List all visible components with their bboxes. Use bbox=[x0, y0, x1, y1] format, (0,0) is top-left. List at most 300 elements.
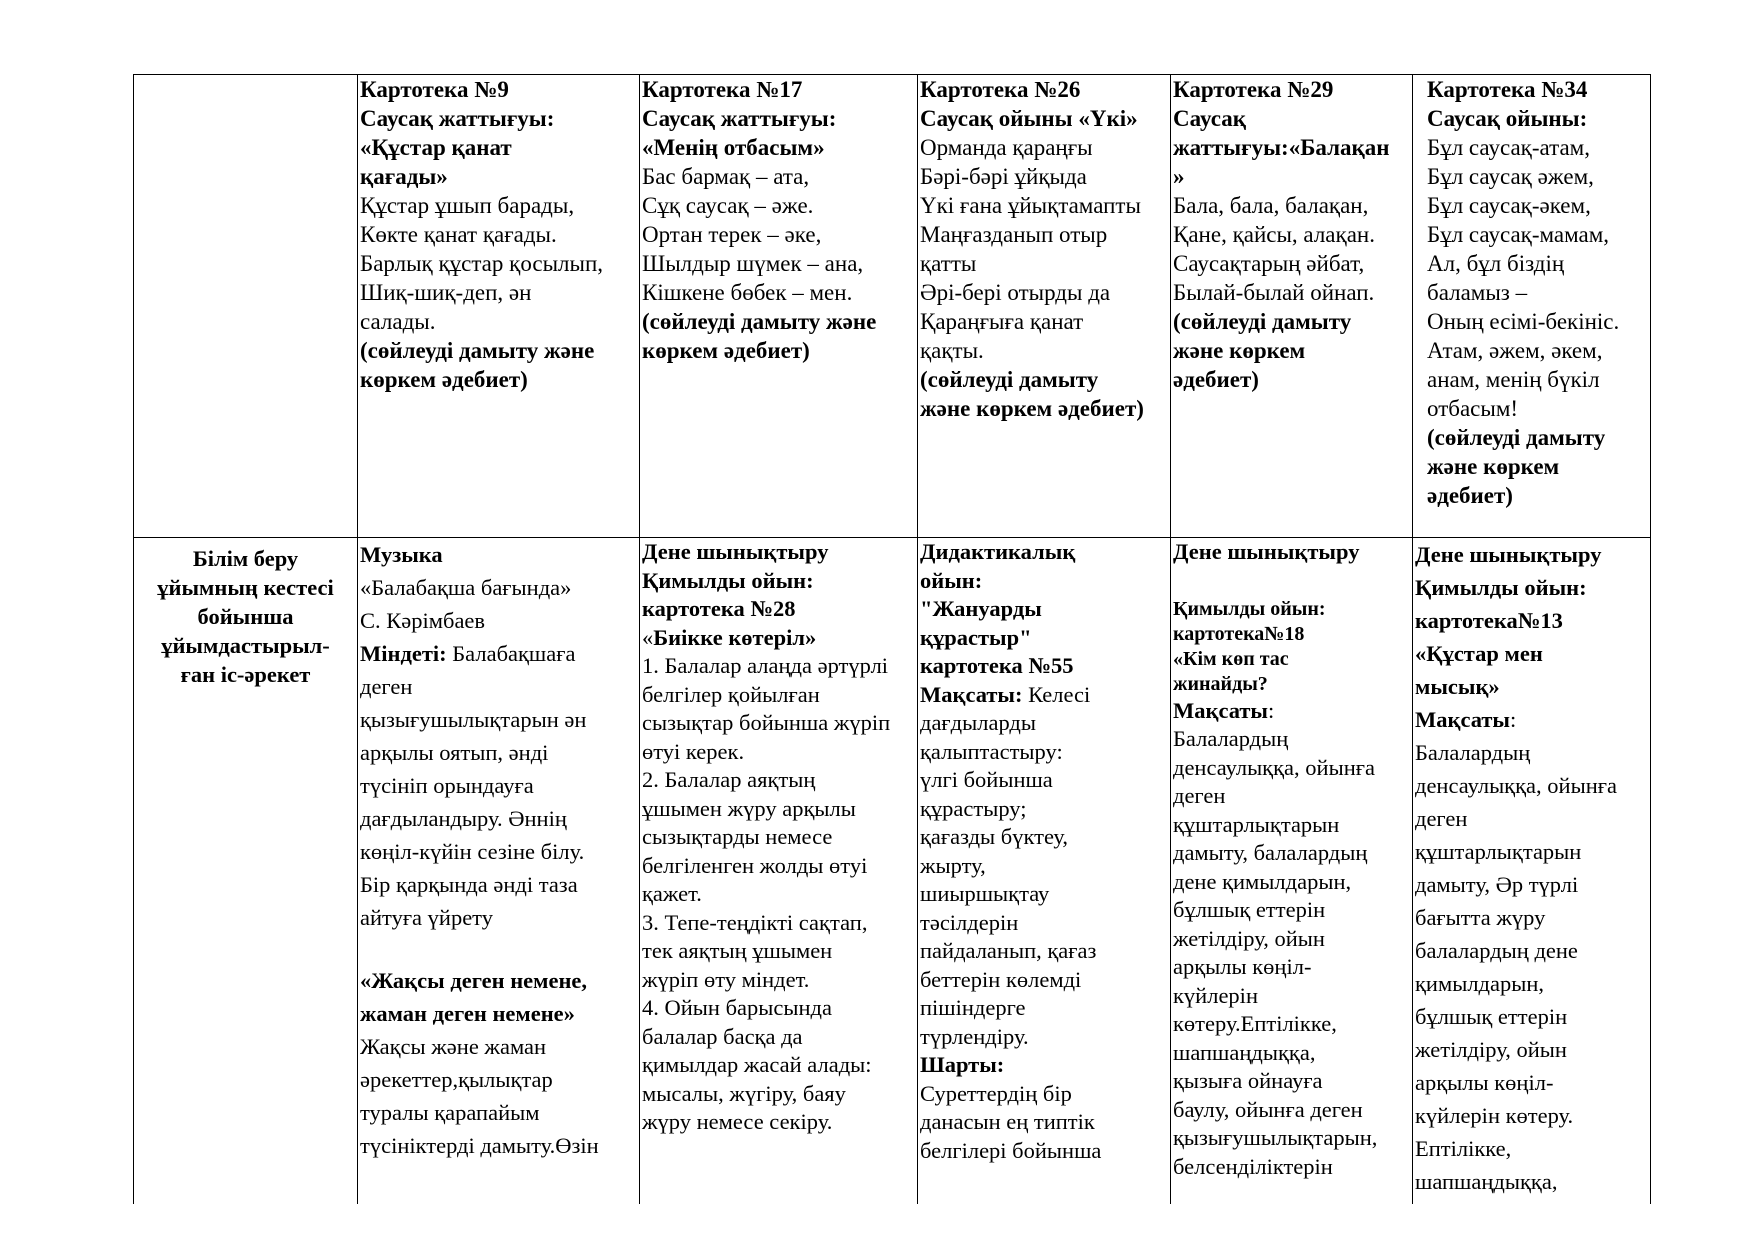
text-line bbox=[1427, 220, 1648, 249]
text-line bbox=[360, 104, 637, 133]
text-line bbox=[920, 909, 1168, 938]
body-text: Бәрі-бәрі ұйқыда bbox=[920, 164, 1087, 189]
text-line bbox=[360, 835, 637, 868]
text-line bbox=[642, 766, 915, 795]
body-text: пайдаланып, қағаз bbox=[920, 938, 1097, 963]
text-line bbox=[360, 336, 637, 365]
bold-text: Мақсаты: bbox=[920, 681, 1029, 707]
body-text: арқылы көңіл- bbox=[1173, 954, 1312, 979]
text-line bbox=[1173, 647, 1410, 672]
body-text: мысалы, жүгіру, баяу bbox=[642, 1080, 846, 1106]
body-text: Балалардың bbox=[1415, 740, 1531, 765]
body-text: Былай-былай ойнап. bbox=[1173, 280, 1375, 305]
table-cell bbox=[358, 75, 640, 538]
body-text: Бас бармақ – ата, bbox=[642, 164, 810, 189]
text-line bbox=[1173, 104, 1410, 133]
bold-text: (сөйлеуді дамыту bbox=[1173, 309, 1352, 334]
text-line bbox=[1427, 75, 1648, 104]
text-line bbox=[642, 538, 915, 567]
text-line bbox=[642, 937, 915, 966]
body-text: күйлерін bbox=[1173, 982, 1258, 1008]
body-text: белгілер қойылған bbox=[642, 681, 820, 707]
bold-text: Картотека №9 bbox=[360, 77, 509, 102]
text-line bbox=[920, 1137, 1168, 1166]
text-line bbox=[1427, 307, 1648, 336]
body-text: Қане, қайсы, алақан. bbox=[1173, 222, 1375, 247]
text-line bbox=[920, 681, 1168, 710]
text-line bbox=[360, 220, 637, 249]
body-text: денсаулыққа, ойынға bbox=[1173, 754, 1375, 780]
text-line bbox=[360, 964, 637, 997]
text-line bbox=[360, 1030, 637, 1063]
text-line bbox=[1173, 697, 1410, 726]
body-text: жетілдіру, ойын bbox=[1173, 925, 1325, 951]
text-line bbox=[1415, 1066, 1648, 1099]
bold-text: әдебиет) bbox=[1173, 367, 1259, 392]
text-line bbox=[920, 1051, 1168, 1080]
text-line bbox=[642, 307, 915, 336]
text-line bbox=[360, 571, 637, 604]
text-line bbox=[1173, 868, 1410, 897]
bold-text: Шарты: bbox=[920, 1052, 1005, 1077]
body-text: дамыту, балалардың bbox=[1173, 840, 1368, 865]
text-line bbox=[1415, 934, 1648, 967]
body-text: әрекеттер,қылықтар bbox=[360, 1067, 553, 1092]
text-line bbox=[1415, 736, 1648, 769]
row-label-line: Білім беру bbox=[192, 546, 299, 571]
bold-text: «Менің отбасым» bbox=[642, 135, 825, 160]
bold-text: картотека №55 bbox=[920, 653, 1074, 678]
body-text: Жақсы және жаман bbox=[360, 1034, 547, 1059]
text-line bbox=[642, 681, 915, 710]
body-text: дағдыландыру. Әннің bbox=[360, 806, 567, 831]
bold-text: (сөйлеуді дамыту bbox=[920, 367, 1099, 392]
bold-text: көркем әдебиет) bbox=[642, 338, 810, 363]
text-line bbox=[1173, 622, 1410, 647]
body-text: айтуға үйрету bbox=[360, 905, 493, 930]
text-line bbox=[360, 997, 637, 1030]
text-line bbox=[642, 162, 915, 191]
text-line bbox=[642, 1051, 915, 1080]
text-line bbox=[360, 703, 637, 736]
bold-text: Саусақ ойыны: bbox=[1427, 106, 1588, 131]
body-text: Ептілікке, bbox=[1415, 1136, 1512, 1161]
body-text: Саусақтарың әйбат, bbox=[1173, 251, 1365, 276]
body-text: бағытта жүру bbox=[1415, 905, 1546, 930]
body-text: түрлендіру. bbox=[920, 1023, 1029, 1049]
body-text: шиыршықтау bbox=[920, 881, 1050, 906]
text-line bbox=[1427, 423, 1648, 452]
body-text: дамыту, Әр түрлі bbox=[1415, 872, 1579, 897]
text-line bbox=[1427, 336, 1648, 365]
text-line bbox=[920, 133, 1168, 162]
body-text: баулу, ойынға деген bbox=[1173, 1096, 1363, 1122]
body-text: жүру немесе секіру. bbox=[642, 1109, 833, 1134]
table-row bbox=[134, 538, 1651, 1205]
text-line bbox=[1173, 538, 1410, 567]
text-line bbox=[1173, 133, 1410, 162]
body-text: Кішкене бөбек – мен. bbox=[642, 280, 853, 305]
table-cell bbox=[1413, 75, 1651, 538]
text-line bbox=[1427, 162, 1648, 191]
bold-text: Дидактикалық bbox=[920, 539, 1076, 564]
body-text: қажет. bbox=[642, 881, 702, 906]
text-line bbox=[642, 823, 915, 852]
bold-text: мысық» bbox=[1415, 674, 1500, 699]
body-text: Ортан терек – әке, bbox=[642, 222, 822, 247]
body-text: пішіндерге bbox=[920, 995, 1026, 1020]
body-text: денсаулыққа, ойынға bbox=[1415, 773, 1617, 798]
text-line bbox=[1415, 670, 1648, 703]
text-line bbox=[1415, 1033, 1648, 1066]
text-line bbox=[920, 880, 1168, 909]
bold-text: Картотека №29 bbox=[1173, 77, 1334, 102]
bold-text: жинайды? bbox=[1173, 672, 1268, 695]
text-line bbox=[920, 162, 1168, 191]
bold-text: » bbox=[1173, 164, 1185, 189]
bold-text: Дене шынықтыру bbox=[1415, 542, 1602, 567]
body-text: Ал, бұл біздің bbox=[1427, 251, 1565, 276]
table-cell bbox=[1171, 75, 1413, 538]
text-line bbox=[360, 538, 637, 571]
text-line bbox=[1415, 1000, 1648, 1033]
text-line bbox=[1173, 925, 1410, 954]
text-line bbox=[360, 769, 637, 802]
body-text: сызықтарды немесе bbox=[642, 824, 833, 849]
body-text: дене қимылдарын, bbox=[1173, 868, 1352, 894]
text-line bbox=[642, 994, 915, 1023]
body-text: жүріп өту міндет. bbox=[642, 966, 810, 992]
text-line bbox=[920, 994, 1168, 1023]
text-line bbox=[1173, 896, 1410, 925]
text-line bbox=[1173, 249, 1410, 278]
body-text: Барлық құстар қосылып, bbox=[360, 251, 604, 276]
body-text: шапшаңдыққа, bbox=[1415, 1169, 1558, 1194]
body-text: Бұл саусақ әжем, bbox=[1427, 164, 1594, 189]
bold-text: ойын: bbox=[920, 567, 983, 593]
text-line bbox=[1173, 597, 1410, 622]
body-text: С. Кәрімбаев bbox=[360, 608, 486, 633]
bold-text: Мақсаты bbox=[1173, 697, 1268, 723]
body-text: түсініктерді дамыту.Өзін bbox=[360, 1133, 599, 1158]
text-line bbox=[642, 336, 915, 365]
bold-text: Саусақ жаттығуы: bbox=[360, 106, 555, 131]
bold-text: Дене шынықтыру bbox=[1173, 539, 1360, 564]
bold-text: картотека №28 bbox=[642, 596, 796, 621]
bold-text: және көркем bbox=[1427, 454, 1560, 479]
text-line bbox=[920, 709, 1168, 738]
body-text: қағазды бүктеу, bbox=[920, 824, 1069, 849]
row-label-cell bbox=[134, 538, 358, 1205]
text-line bbox=[642, 249, 915, 278]
text-line bbox=[1415, 769, 1648, 802]
body-text: бұлшық еттерін bbox=[1415, 1004, 1568, 1029]
text-line bbox=[1173, 336, 1410, 365]
body-text: Әрі-бері отырды да bbox=[920, 280, 1111, 305]
text-line bbox=[1415, 835, 1648, 868]
body-text: құштарлықтарын bbox=[1415, 839, 1582, 864]
body-text: күйлерін көтеру. bbox=[1415, 1103, 1574, 1128]
text-line bbox=[360, 604, 637, 637]
bold-text: Саусақ жаттығуы: bbox=[642, 106, 837, 131]
text-line bbox=[360, 802, 637, 835]
text-line bbox=[920, 852, 1168, 881]
body-text: арқылы көңіл- bbox=[1415, 1070, 1554, 1095]
text-line bbox=[360, 670, 637, 703]
body-text: Шылдыр шүмек – ана, bbox=[642, 251, 864, 276]
bold-text: Қимылды ойын: bbox=[1415, 575, 1587, 600]
text-line bbox=[920, 191, 1168, 220]
text-line bbox=[1173, 220, 1410, 249]
text-line bbox=[1173, 278, 1410, 307]
bold-text: жаттығуы:«Балақан bbox=[1173, 135, 1390, 160]
text-line bbox=[642, 966, 915, 995]
body-text: Сұқ саусақ – әже. bbox=[642, 193, 814, 218]
text-line bbox=[1427, 191, 1648, 220]
bold-text: Міндеті: bbox=[360, 641, 453, 666]
text-line bbox=[1173, 672, 1410, 697]
body-text: Бұл саусақ-атам, bbox=[1427, 135, 1590, 160]
text-line bbox=[920, 75, 1168, 104]
bold-text: «Құстар қанат bbox=[360, 135, 512, 160]
body-text: қызығушылықтарын, bbox=[1173, 1125, 1378, 1150]
text-line bbox=[642, 104, 915, 133]
text-line bbox=[360, 191, 637, 220]
body-text: қызыға ойнауға bbox=[1173, 1068, 1323, 1093]
text-line bbox=[642, 133, 915, 162]
text-line bbox=[642, 652, 915, 681]
bold-text: Қимылды ойын: bbox=[642, 567, 814, 593]
text-line bbox=[1415, 1099, 1648, 1132]
text-line bbox=[920, 652, 1168, 681]
text-line bbox=[642, 624, 915, 653]
text-line bbox=[360, 1096, 637, 1129]
body-text: ұшымен жүру арқылы bbox=[642, 795, 856, 821]
text-line bbox=[1427, 249, 1648, 278]
body-text: көңіл-күйін сезіне білу. bbox=[360, 839, 585, 864]
text-line bbox=[920, 595, 1168, 624]
text-line bbox=[642, 709, 915, 738]
body-text: : bbox=[1510, 707, 1517, 732]
text-line bbox=[1173, 307, 1410, 336]
body-text: анам, менің бүкіл bbox=[1427, 367, 1600, 392]
text-line bbox=[642, 567, 915, 596]
text-line bbox=[1427, 394, 1648, 423]
body-text: жырту, bbox=[920, 852, 986, 878]
text-line bbox=[360, 75, 637, 104]
text-line bbox=[1415, 868, 1648, 901]
bold-text: Дене шынықтыру bbox=[642, 539, 829, 564]
text-line bbox=[360, 1129, 637, 1162]
text-line bbox=[920, 795, 1168, 824]
text-line bbox=[1173, 1067, 1410, 1096]
body-text: Келесі bbox=[1028, 681, 1091, 707]
body-text: Құстар ұшып барады, bbox=[360, 193, 575, 218]
bold-text: Биікке көтеріл» bbox=[653, 624, 817, 650]
text-line bbox=[920, 823, 1168, 852]
body-text: Маңғазданып отыр bbox=[920, 222, 1108, 247]
bold-text: қағады» bbox=[360, 164, 448, 189]
body-text: тәсілдерін bbox=[920, 909, 1019, 935]
text-line bbox=[1415, 901, 1648, 934]
text-line bbox=[920, 104, 1168, 133]
text-line bbox=[1415, 604, 1648, 637]
body-text: 2. Балалар аяқтың bbox=[642, 767, 816, 792]
text-line bbox=[1427, 104, 1648, 133]
body-text: Балабақшаға bbox=[452, 641, 576, 666]
bold-text: (сөйлеуді дамыту және bbox=[642, 309, 877, 334]
text-line bbox=[920, 336, 1168, 365]
text-line bbox=[360, 868, 637, 901]
text-line bbox=[920, 624, 1168, 653]
bold-text: Саусақ bbox=[1173, 106, 1246, 131]
body-text: « bbox=[642, 624, 654, 650]
body-text: сызықтар бойынша жүріп bbox=[642, 710, 891, 735]
text-line bbox=[642, 595, 915, 624]
text-line bbox=[920, 538, 1168, 567]
body-text: Үкі ғана ұйықтамапты bbox=[920, 193, 1141, 218]
text-line bbox=[360, 307, 637, 336]
text-line bbox=[1173, 1124, 1410, 1153]
body-text: қатты bbox=[920, 251, 977, 276]
table-cell bbox=[1171, 538, 1413, 1205]
body-text: өтуі керек. bbox=[642, 738, 745, 764]
text-line bbox=[642, 278, 915, 307]
body-text: түсініп орындауға bbox=[360, 773, 534, 798]
body-text: деген bbox=[1415, 806, 1468, 831]
bold-text: әдебиет) bbox=[1427, 483, 1513, 508]
bold-text: және көркем bbox=[1173, 338, 1306, 363]
body-text: баламыз – bbox=[1427, 280, 1528, 305]
text-line bbox=[1173, 1010, 1410, 1039]
bold-text: құрастыр" bbox=[920, 624, 1032, 650]
body-text: Шиқ-шиқ-деп, ән bbox=[360, 280, 532, 305]
text-line bbox=[920, 966, 1168, 995]
text-line bbox=[1173, 725, 1410, 754]
table-cell bbox=[1413, 538, 1651, 1205]
text-line bbox=[920, 1080, 1168, 1109]
text-line bbox=[920, 307, 1168, 336]
text-line bbox=[1415, 637, 1648, 670]
text-line bbox=[1173, 839, 1410, 868]
body-text: 3. Тепе-теңдікті сақтап, bbox=[642, 909, 868, 935]
text-line bbox=[920, 220, 1168, 249]
row-label-line: ған іс-әрекет bbox=[180, 662, 311, 687]
body-text: құштарлықтарын bbox=[1173, 811, 1340, 837]
text-line bbox=[360, 1063, 637, 1096]
body-text: Балалардың bbox=[1173, 726, 1289, 751]
text-line bbox=[1173, 982, 1410, 1011]
body-text: жетілдіру, ойын bbox=[1415, 1037, 1567, 1062]
text-line bbox=[1427, 481, 1648, 510]
text-line bbox=[360, 278, 637, 307]
text-line bbox=[360, 162, 637, 191]
body-text: Атам, әжем, әкем, bbox=[1427, 338, 1603, 363]
bold-text: «Кім көп тас bbox=[1173, 647, 1289, 670]
text-line bbox=[1173, 782, 1410, 811]
body-text: қимылдар жасай алады: bbox=[642, 1052, 872, 1077]
bold-text: көркем әдебиет) bbox=[360, 367, 528, 392]
text-line bbox=[1173, 754, 1410, 783]
text-line bbox=[920, 1108, 1168, 1137]
body-text: «Балабақша бағында» bbox=[360, 575, 572, 600]
table-cell bbox=[640, 75, 918, 538]
text-line bbox=[1173, 75, 1410, 104]
bold-text: "Жануарды bbox=[920, 596, 1042, 621]
bold-text: Картотека №17 bbox=[642, 77, 803, 102]
text-line bbox=[920, 738, 1168, 767]
bold-text: Картотека №26 bbox=[920, 77, 1081, 102]
text-line bbox=[920, 394, 1168, 423]
text-line bbox=[1173, 365, 1410, 394]
body-text: : bbox=[1268, 697, 1275, 723]
text-line bbox=[1173, 953, 1410, 982]
text-line bbox=[1173, 1153, 1410, 1182]
table-cell bbox=[640, 538, 918, 1205]
table-cell bbox=[358, 538, 640, 1205]
text-line bbox=[920, 365, 1168, 394]
body-text: құрастыру; bbox=[920, 795, 1027, 821]
bold-text: жаман деген немене» bbox=[360, 1001, 575, 1026]
text-line bbox=[642, 880, 915, 909]
bold-text: Қимылды ойын: bbox=[1173, 597, 1326, 620]
body-text: Қараңғыға қанат bbox=[920, 309, 1084, 334]
spacer bbox=[360, 934, 637, 964]
text-line bbox=[920, 766, 1168, 795]
body-text: балалар басқа да bbox=[642, 1023, 803, 1049]
body-text: көтеру.Ептілікке, bbox=[1173, 1011, 1337, 1036]
bold-text: картотека№13 bbox=[1415, 608, 1563, 633]
table-cell bbox=[918, 538, 1171, 1205]
bold-text: Мақсаты bbox=[1415, 707, 1510, 732]
body-text: үлгі бойынша bbox=[920, 767, 1053, 792]
body-text: деген bbox=[1173, 783, 1226, 808]
text-line bbox=[642, 191, 915, 220]
body-text: туралы қарапайым bbox=[360, 1100, 540, 1125]
text-line bbox=[360, 133, 637, 162]
row-label-line: ұйымның кестесі bbox=[157, 575, 334, 600]
text-line bbox=[360, 901, 637, 934]
text-line bbox=[1427, 133, 1648, 162]
schedule-table bbox=[133, 74, 1651, 1204]
text-line bbox=[1415, 1132, 1648, 1165]
text-line bbox=[1427, 278, 1648, 307]
body-text: қимылдарын, bbox=[1415, 971, 1545, 996]
bold-text: (сөйлеуді дамыту және bbox=[360, 338, 595, 363]
bold-text: Саусақ ойыны «Үкі» bbox=[920, 106, 1138, 131]
text-line bbox=[642, 220, 915, 249]
text-line bbox=[920, 249, 1168, 278]
text-line bbox=[642, 795, 915, 824]
body-text: қалыптастыру: bbox=[920, 738, 1063, 764]
body-text: 4. Ойын барысында bbox=[642, 995, 832, 1020]
row-label-line: бойынша bbox=[197, 604, 294, 629]
text-line bbox=[1173, 162, 1410, 191]
text-line bbox=[360, 736, 637, 769]
bold-text: (сөйлеуді дамыту bbox=[1427, 425, 1606, 450]
text-line bbox=[920, 937, 1168, 966]
table-row bbox=[134, 75, 1651, 538]
text-line bbox=[642, 1108, 915, 1137]
body-text: Көкте қанат қағады. bbox=[360, 222, 557, 247]
body-text: данасын ең типтік bbox=[920, 1109, 1095, 1134]
bold-text: «Құстар мен bbox=[1415, 641, 1543, 666]
body-text: Суреттердің бір bbox=[920, 1080, 1072, 1106]
body-text: қақты. bbox=[920, 338, 984, 363]
table-cell bbox=[918, 75, 1171, 538]
bold-text: және көркем әдебиет) bbox=[920, 396, 1144, 421]
bold-text: Картотека №34 bbox=[1427, 77, 1588, 102]
